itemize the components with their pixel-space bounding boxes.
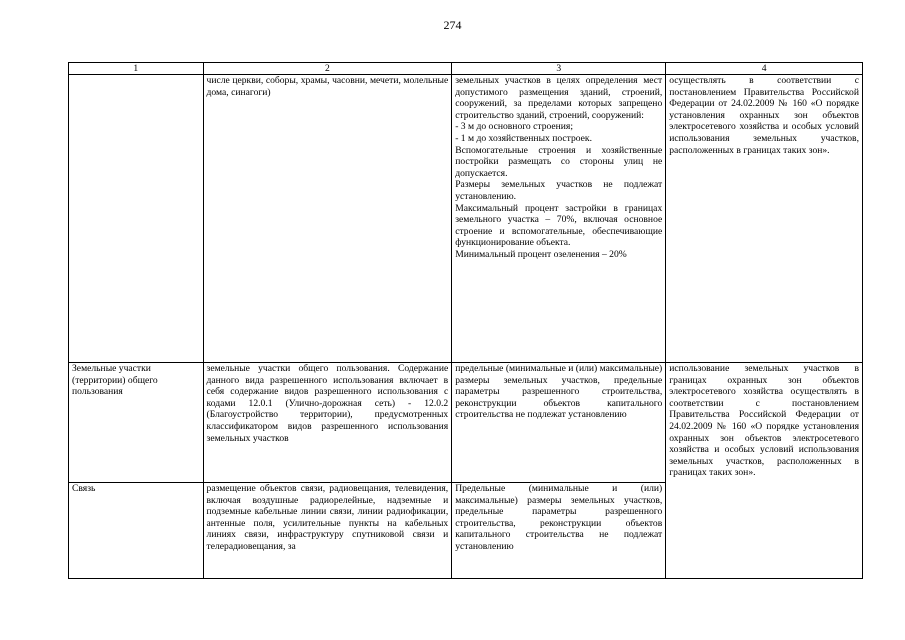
paragraph: Минимальный процент озеленения – 20%: [455, 248, 627, 260]
table-cell: Связь: [69, 483, 204, 579]
paragraph: Максимальный процент застройки в границах земельного участка – 70%, включая основное строение и вспомогательные, обеспечивающие функционирование объекта.: [455, 202, 663, 249]
column-header: 1: [69, 63, 204, 75]
column-header: 4: [666, 63, 863, 75]
paragraph: Размеры земельных участков не подлежат установлению.: [455, 179, 663, 202]
table-cell: Предельные (минимальные и (или) максимальные) размеры земельных участков, предельные параметры разрешенного строительства, реконструкции объектов капитального строительства не подлежат установлению: [452, 483, 666, 579]
paragraph: Вспомогательные строения и хозяйственные постройки размещать со стороны улиц не допускается.: [455, 144, 663, 179]
page-number: 274: [443, 18, 462, 32]
table-cell: [452, 75, 666, 363]
table-row: [69, 363, 863, 483]
table-cell: осуществлять в соответствии с постановлением Правительства Российской Федерации от 24.02.2009 № 160 «О порядке установления охранных зон объектов электросетевого хозяйства и особых условий использования земельных участков, расположенных в границах таких зон».: [666, 75, 863, 363]
table-cell: Земельные участки (территории) общего пользования: [69, 363, 204, 483]
paragraph: - 3 м до основного строения;: [455, 121, 574, 133]
column-header: 2: [203, 63, 452, 75]
table-cell: [69, 75, 204, 363]
table-cell: числе церкви, соборы, храмы, часовни, мечети, молельные дома, синагоги): [203, 75, 452, 363]
table-cell: земельные участки общего пользования. Содержание данного вида разрешенного использования включает в себя содержание видов разрешенного использования с кодами 12.0.1 (Улично-дорожная сеть) - 12.0.2 (Благоустройство территории), предусмотренных классификатором видов разрешенного использования земельных участков: [203, 363, 452, 483]
column-header: 3: [452, 63, 666, 75]
table-cell: размещение объектов связи, радиовещания, телевидения, включая воздушные радиорелейные, надземные и подземные кабельные линии связи, линии радиофикации, антенные поля, усилительные пункты на кабельных линиях связи, инфраструктуру спутниковой связи и телерадиовещания, за: [203, 483, 452, 579]
table-cell: использование земельных участков в границах охранных зон объектов электросетевого хозяйства осуществлять в соответствии с постановлением Правительства Российской Федерации от 24.02.2009 № 160 «О порядке установления охранных зон объектов электросетевого хозяйства и особых условий использования земельных участков, расположенных в границах таких зон».: [666, 363, 863, 579]
table-header-row: [69, 63, 863, 75]
table-row: [69, 75, 863, 363]
paragraph: - 1 м до хозяйственных построек.: [455, 132, 592, 144]
regulations-table: [68, 62, 863, 579]
table-cell: предельные (минимальные и (или) максимальные) размеры земельных участков, предельные параметры разрешенного строительства, реконструкции объектов капитального строительства не подлежат установлению: [452, 363, 666, 483]
paragraph: земельных участков в целях определения мест допустимого размещения зданий, строений, сооружений, за пределами которых запрещено строительство зданий, строений, сооружений:: [455, 75, 663, 121]
